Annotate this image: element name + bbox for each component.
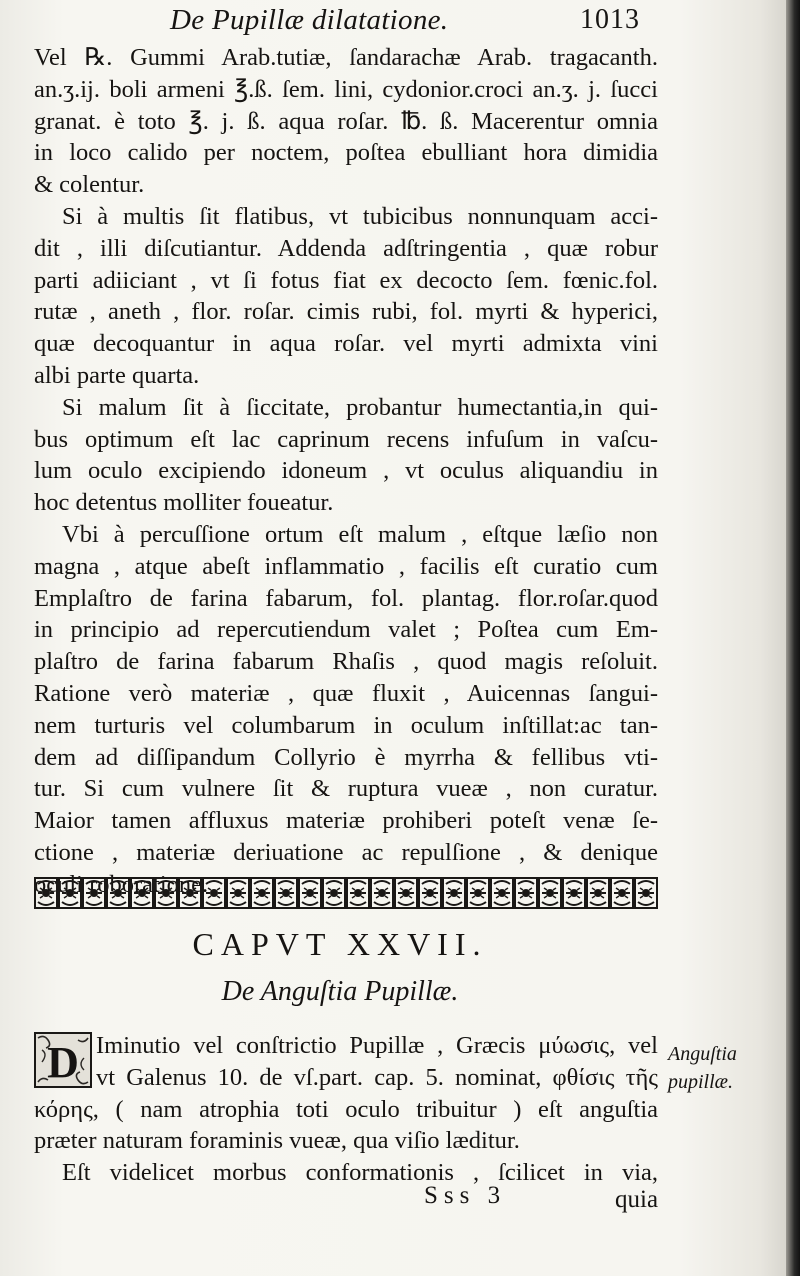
text-line: in loco calido per noctem, poſtea ebulliant hora dimidia (34, 139, 658, 167)
text-line: bus optimum eſt lac caprinum recens infuſum in vaſcu- (34, 425, 658, 453)
margin-note (668, 1040, 794, 1096)
text-line: Eſt videlicet morbus conformationis , ſcilicet in via, (62, 1159, 658, 1187)
text-line: & colentur. (34, 171, 145, 199)
running-title: De Pupillæ dilatatione. (170, 4, 449, 36)
text-line: albi parte quarta. (34, 361, 200, 389)
text-line: granat. è toto ℥. j. ß. aqua roſar. ℔. ß. Macerentur omnia (34, 107, 658, 135)
svg-text:D: D (47, 1038, 79, 1087)
text-line: tur. Si cum vulnere ſit & ruptura vueæ , non curatur. (34, 775, 658, 803)
text-line: Vbi à percuſſione ortum eſt malum , eſtque læſio non (62, 520, 658, 548)
chapter-body (34, 1030, 658, 1189)
text-line: Emplaſtro de farina fabarum, fol. plantag. flor.roſar.quod (34, 584, 658, 612)
text-line: parti adiiciant , vt ſi fotus fiat ex decocto ſem. fœnic.fol. (34, 266, 658, 294)
page-number: 1013 (580, 4, 640, 35)
body-text (34, 42, 658, 901)
text-line: ctione , materiæ deriuatione ac repulſione , & denique (34, 838, 658, 866)
text-line: præter naturam foraminis vueæ, qua viſio læditur. (34, 1127, 520, 1155)
text-line: dem ad diſſipandum Collyrio è myrrha & fellibus vti- (34, 743, 658, 771)
text-line: Vel ℞. Gummi Arab.tutiæ, ſandarachæ Arab. tragacanth. (34, 44, 658, 71)
text-line: in principio ad repercutiendum valet ; Poſtea cum Em- (34, 616, 658, 644)
margin-note-line: pupillæ. (668, 1071, 734, 1093)
ornament-divider (34, 876, 658, 910)
catchword: quia (615, 1186, 659, 1213)
text-line: lum oculo excipiendo idoneum , vt oculus aliquandiu in (34, 457, 658, 485)
text-line: vt Galenus 10. de vſ.part. cap. 5. nominat, φθίσις τῆς (96, 1063, 658, 1091)
chapter-heading: CAPVT XXVII. (192, 926, 488, 962)
text-line: dit , illi diſcutiantur. Addenda adſtringentia , quæ robur (34, 234, 658, 262)
text-line: Ratione verò materiæ , quæ fluxit , Auicennas ſangui- (34, 679, 658, 707)
text-line: Maior tamen affluxus materiæ prohiberi poteſt venæ ſe- (34, 807, 658, 835)
text-line: an.ʒ.ij. boli armeni ℥.ß. ſem. lini, cydonior.croci an.ʒ. j. ſucci (34, 75, 658, 103)
text-line: Iminutio vel conſtrictio Pupillæ , Græcis μύωσις, vel (96, 1032, 658, 1059)
text-line: κόρης, ( nam atrophia toti oculo tribuitur ) eſt anguſtia (34, 1095, 658, 1123)
text-line: quæ decoquantur in aqua roſar. vel myrti admixta vini (34, 330, 658, 358)
text-line: magna , atque abeſt inflammatio , facilis eſt curatio cum (34, 552, 658, 580)
text-line: rutæ , aneth , flor. roſar. cimis rubi, fol. myrti & hyperici, (34, 298, 658, 326)
text-line: Si à multis ſit flatibus, vt tubicibus nonnunquam acci- (62, 202, 658, 230)
text-line: hoc detentus molliter foueatur. (34, 489, 334, 517)
margin-note-line: Anguſtia (668, 1043, 737, 1065)
signature-mark: Sss 3 (424, 1182, 507, 1209)
text-line: nem turturis vel columbarum in oculum inſtillat:ac tan- (34, 711, 658, 739)
text-line: Si malum ſit à ſiccitate, probantur humectantia,in qui- (62, 393, 658, 421)
text-line: plaſtro de farina fabarum Rhaſis , quod magis reſoluit. (34, 648, 658, 676)
chapter-title: De Anguſtia Pupillæ. (221, 976, 459, 1007)
